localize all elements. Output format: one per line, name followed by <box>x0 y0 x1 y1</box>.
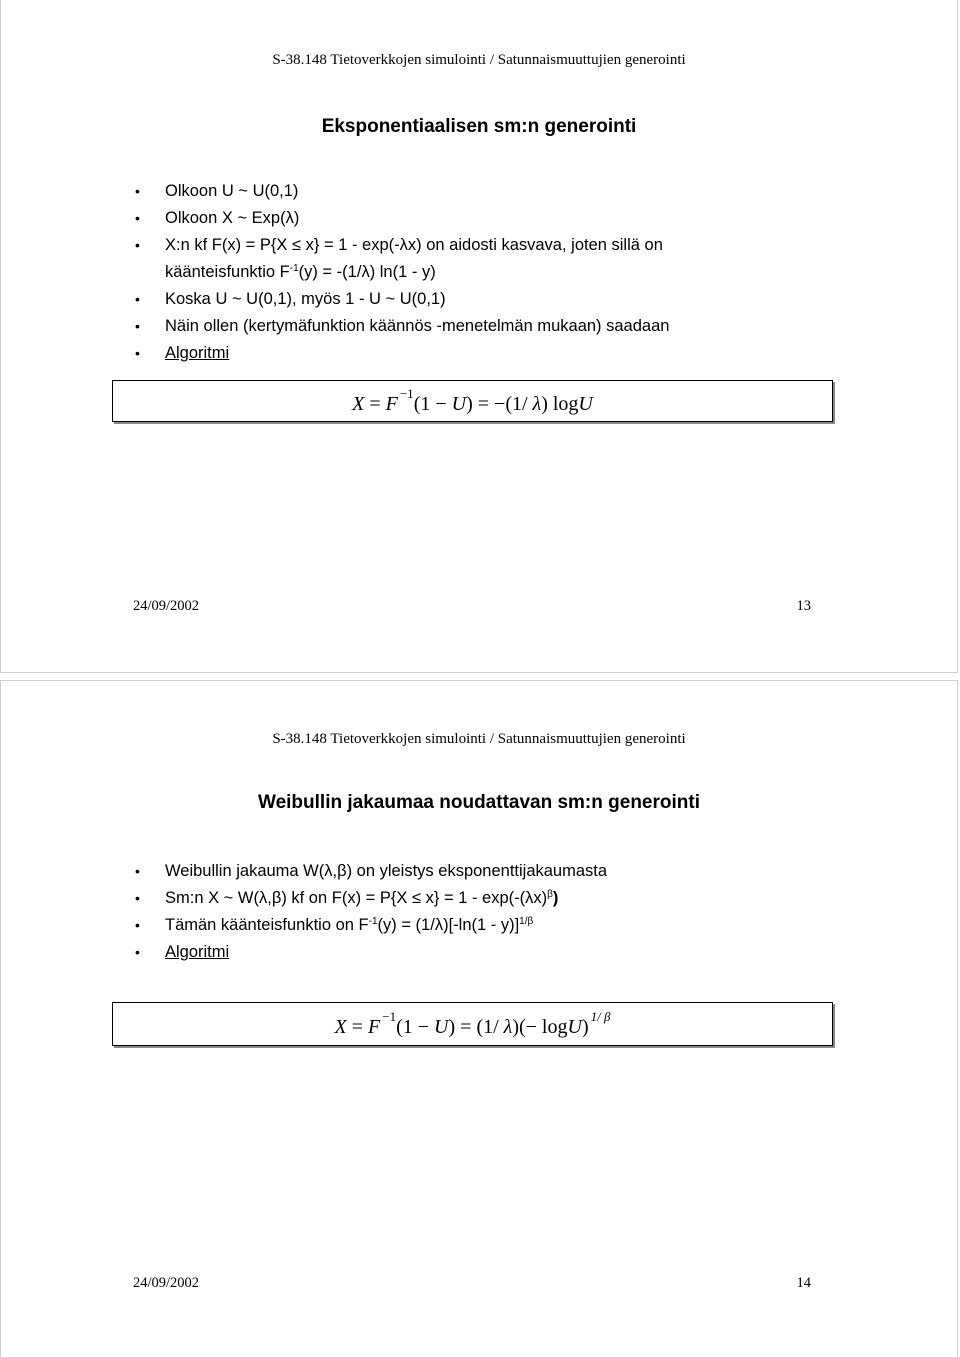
bullet-text: Weibullin jakauma W( <box>165 862 325 880</box>
bullet-text: Koska U ~ U(0,1), myös 1 - U ~ U(0,1) <box>165 290 446 308</box>
list-item <box>133 340 669 367</box>
formula <box>335 1009 611 1039</box>
formula-box <box>112 380 833 422</box>
formula-part: λ <box>503 1016 513 1038</box>
formula-part: −1 <box>382 1009 397 1024</box>
superscript: -1 <box>289 263 299 274</box>
slide-title: Eksponentiaalisen sm:n generointi <box>321 116 637 137</box>
formula-part: = <box>364 393 386 415</box>
slide-date: 24/09/2002 <box>133 1275 200 1291</box>
bullet-text: X:n kf F(x) = P{X <box>165 236 292 254</box>
formula-part: λ <box>532 393 542 415</box>
formula-part: ) log <box>541 393 579 415</box>
formula-part: = <box>346 1016 369 1038</box>
bullet-text: ) <box>293 209 300 227</box>
bullet-text: (y) = (1/ <box>377 916 435 934</box>
lambda-symbol: λ <box>285 209 294 227</box>
list-item <box>133 858 607 885</box>
bullet-text: ) on yleistys eksponenttijakaumasta <box>346 862 608 880</box>
bullet-list <box>133 858 607 966</box>
formula-part: (1 − <box>396 1016 435 1038</box>
slide-13 <box>0 0 958 673</box>
leq-symbol: ≤ <box>292 236 302 254</box>
formula-part: U <box>451 393 467 415</box>
bullet-list <box>133 178 669 367</box>
formula-part: F <box>368 1016 381 1038</box>
bullet-text: käänteisfunktio F <box>165 263 290 281</box>
list-item <box>133 232 669 286</box>
slide-header: S-38.148 Tietoverkkojen simulointi / Satunnaismuuttujien generointi <box>272 731 686 747</box>
formula-part: X <box>352 393 365 415</box>
slide-number: 13 <box>796 598 811 614</box>
bullet-text: x) on aidosti kasvava, joten sillä on <box>407 236 663 254</box>
formula-part: −1 <box>399 386 414 401</box>
bullet-text: (y) = -(1/ <box>298 263 362 281</box>
bullet-text: Olkoon X ~ Exp( <box>165 209 286 227</box>
lambda-symbol: λ <box>434 916 444 934</box>
bullet-text: ) ln(1 - y) <box>369 263 436 281</box>
slide-date: 24/09/2002 <box>133 598 200 614</box>
bullet-text: ) <box>552 889 559 907</box>
formula-part: F <box>385 393 398 415</box>
slide-header: S-38.148 Tietoverkkojen simulointi / Satunnaismuuttujien generointi <box>272 52 686 68</box>
list-item <box>133 178 669 205</box>
formula <box>352 386 593 416</box>
slide-number: 14 <box>796 1275 811 1291</box>
formula-box <box>112 1002 833 1046</box>
lambda-symbol: λ <box>399 236 408 254</box>
lambda-symbol: λ <box>361 263 370 281</box>
list-item <box>133 205 669 232</box>
bullet-text: )[-ln(1 - y)] <box>443 916 520 934</box>
formula-part: ) = −(1/ <box>466 393 533 415</box>
lambda-beta-symbol: λ,β <box>324 862 347 880</box>
formula-part: X <box>334 1016 347 1038</box>
bullet-text: x) <box>533 889 548 907</box>
lambda-beta-symbol: λ,β <box>258 889 282 907</box>
list-item <box>133 313 669 340</box>
leq-symbol: ≤ <box>411 889 422 907</box>
bullet-text: ) kf on F(x) = P{X <box>281 889 412 907</box>
formula-part: U <box>434 1016 449 1038</box>
slide-14 <box>0 680 958 1357</box>
formula-part: U <box>578 393 593 415</box>
list-item <box>133 912 607 939</box>
slide-title: Weibullin jakaumaa noudattavan sm:n generointi <box>257 792 700 813</box>
bullet-text: Sm:n X ~ W( <box>165 889 259 907</box>
bullet-text: Olkoon U ~ U(0,1) <box>165 182 299 200</box>
bullet-text: Näin ollen (kertymäfunktion käännös -menetelmän mukaan) saadaan <box>165 317 670 335</box>
bullet-text: x} = 1 - exp(-( <box>421 889 526 907</box>
beta-superscript: β <box>547 889 553 900</box>
algorithm-link[interactable]: Algoritmi <box>165 943 230 961</box>
superscript: -1 <box>368 916 378 927</box>
lambda-symbol: λ <box>525 889 534 907</box>
list-item <box>133 286 669 313</box>
formula-part: U <box>567 1016 582 1038</box>
formula-part: ) <box>581 1016 589 1038</box>
bullet-text: Tämän käänteisfunktio on F <box>165 916 369 934</box>
formula-part: )(− log <box>512 1016 568 1038</box>
formula-part: 1/ β <box>590 1009 611 1024</box>
formula-part: ) = (1/ <box>448 1016 504 1038</box>
bullet-text: x} = 1 - exp(- <box>301 236 400 254</box>
formula-part: (1 − <box>413 393 452 415</box>
list-item <box>133 885 607 912</box>
list-item <box>133 939 607 966</box>
superscript: 1/β <box>519 916 534 927</box>
algorithm-link[interactable]: Algoritmi <box>165 344 230 362</box>
